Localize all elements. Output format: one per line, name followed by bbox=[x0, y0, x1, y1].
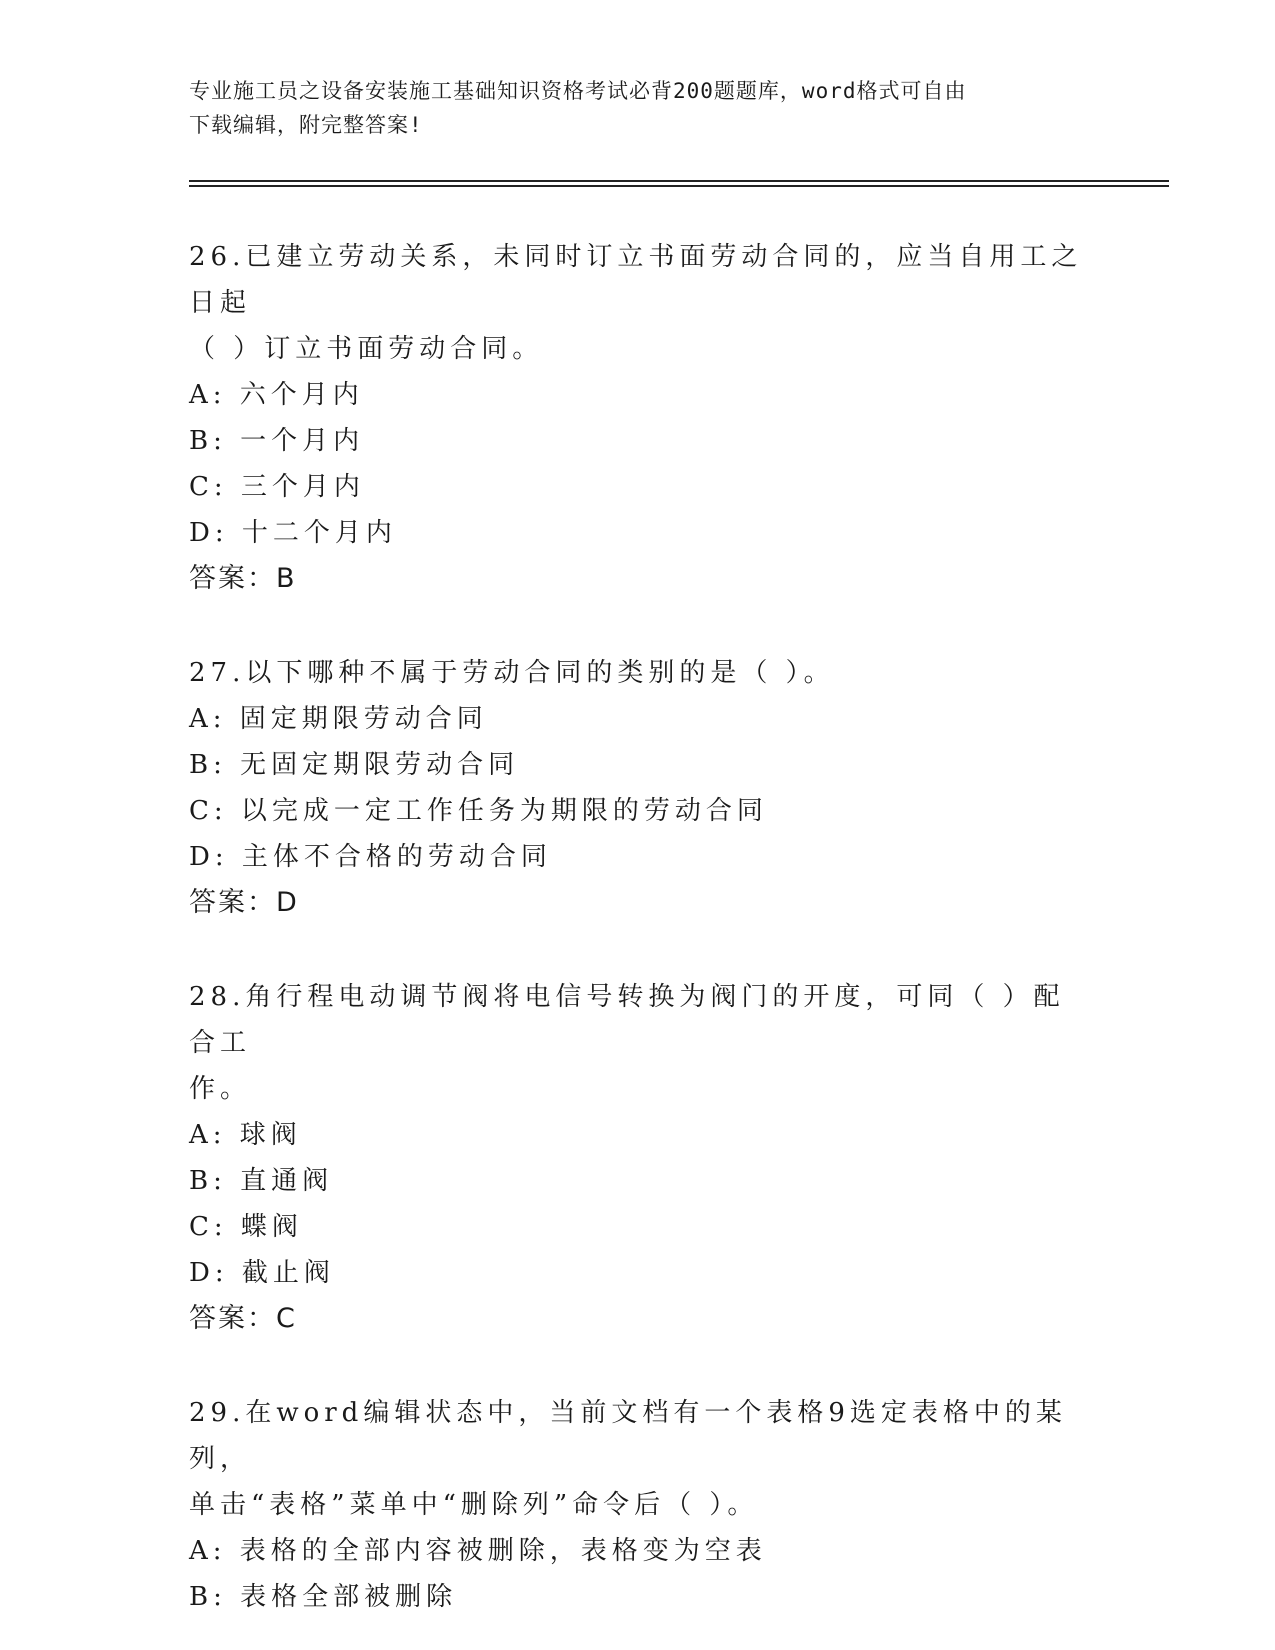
option-d: D: 十二个月内 bbox=[189, 518, 397, 548]
answer-label: 答案：C bbox=[189, 1303, 297, 1334]
option-a: A: 六个月内 bbox=[189, 380, 364, 410]
option-c: C: 三个月内 bbox=[189, 472, 365, 502]
answer-label: 答案：B bbox=[189, 563, 297, 594]
option-a: A: 表格的全部内容被删除，表格变为空表 bbox=[189, 1536, 767, 1566]
question-stem: 28.角行程电动调节阀将电信号转换为阀门的开度，可同（ ）配合工 bbox=[189, 982, 1065, 1058]
header-line-1: 专业施工员之设备安装施工基础知识资格考试必背200题题库，word格式可自由 bbox=[189, 79, 967, 103]
answer-label: 答案：D bbox=[189, 887, 299, 918]
question-stem: 29.在word编辑状态中，当前文档有一个表格9选定表格中的某列， bbox=[189, 1398, 1067, 1474]
option-a: A: 固定期限劳动合同 bbox=[189, 704, 488, 734]
option-d: D: 主体不合格的劳动合同 bbox=[189, 842, 552, 872]
question-stem: 26.已建立劳动关系，未同时订立书面劳动合同的，应当自用工之日起 bbox=[189, 242, 1083, 318]
question-27 bbox=[189, 650, 1089, 926]
option-b: B: 直通阀 bbox=[189, 1166, 334, 1196]
question-26 bbox=[189, 234, 1089, 602]
question-29 bbox=[189, 1390, 1089, 1620]
option-c: C: 以完成一定工作任务为期限的劳动合同 bbox=[189, 796, 768, 826]
document-header bbox=[189, 74, 1089, 142]
header-divider-top bbox=[189, 180, 1169, 182]
option-b: B: 一个月内 bbox=[189, 426, 365, 456]
question-28 bbox=[189, 974, 1089, 1342]
option-a: A: 球阀 bbox=[189, 1120, 302, 1150]
question-list bbox=[189, 234, 1089, 1620]
option-d: D: 截止阀 bbox=[189, 1258, 335, 1288]
option-b: B: 表格全部被删除 bbox=[189, 1582, 458, 1612]
option-b: B: 无固定期限劳动合同 bbox=[189, 750, 520, 780]
option-c: C: 蝶阀 bbox=[189, 1212, 303, 1242]
question-stem-continued: 作。 bbox=[189, 1074, 252, 1104]
question-stem: 27.以下哪种不属于劳动合同的类别的是（ ）。 bbox=[189, 658, 835, 688]
question-stem-continued: （ ）订立书面劳动合同。 bbox=[189, 334, 544, 364]
question-stem-continued: 单击“表格”菜单中“删除列”命令后（ ）。 bbox=[189, 1490, 759, 1520]
header-line-2: 下载编辑，附完整答案! bbox=[189, 113, 423, 137]
header-divider-bottom bbox=[189, 185, 1169, 187]
